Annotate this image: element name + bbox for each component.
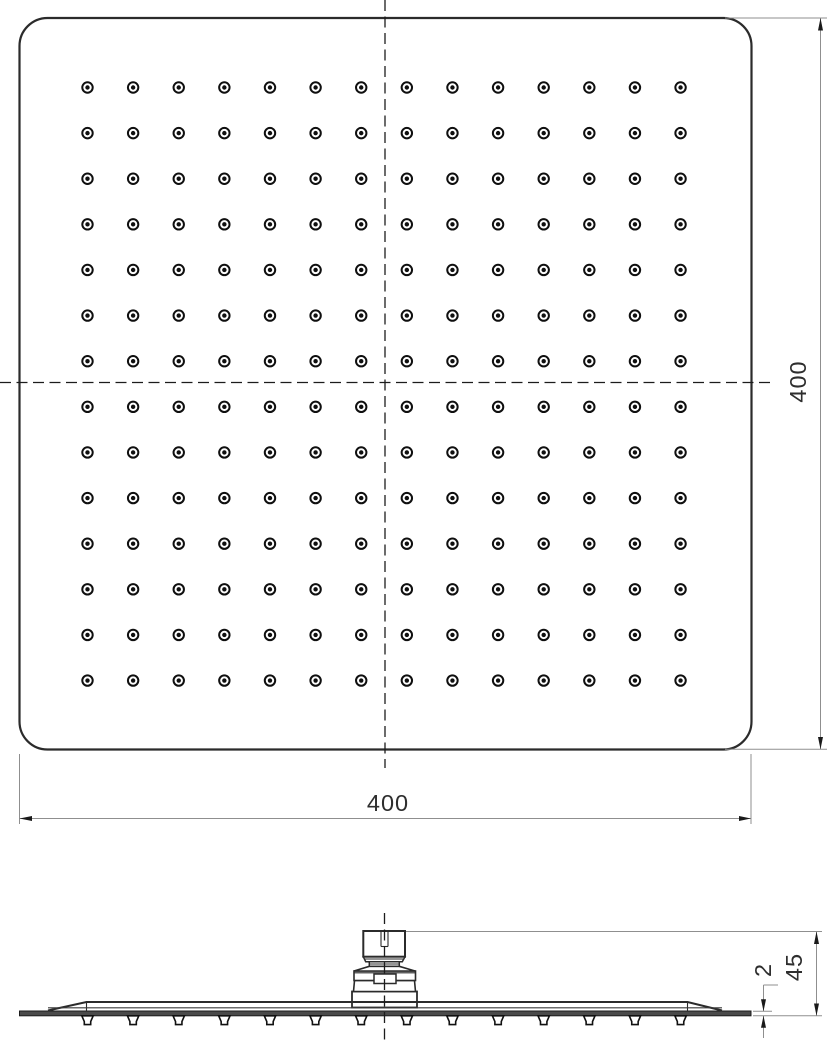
nozzle-center-icon <box>268 268 272 272</box>
nozzle-center-icon <box>542 131 546 135</box>
nozzle-center-icon <box>678 268 682 272</box>
nozzle-center-icon <box>131 678 135 682</box>
nozzle-center-icon <box>359 177 363 181</box>
side-nozzle-icon <box>173 1016 184 1025</box>
nozzle-center-icon <box>359 268 363 272</box>
nozzle-center-icon <box>450 177 454 181</box>
nozzle-center-icon <box>222 450 226 454</box>
nozzle-center-icon <box>633 268 637 272</box>
nozzle-center-icon <box>405 222 409 226</box>
nozzle-center-icon <box>450 85 454 89</box>
nozzle-center-icon <box>678 633 682 637</box>
nozzle-center-icon <box>222 496 226 500</box>
nozzle-center-icon <box>222 678 226 682</box>
nozzle-center-icon <box>177 587 181 591</box>
side-nozzle-icon <box>447 1016 458 1025</box>
dim-height-label: 400 <box>785 360 811 403</box>
nozzle-center-icon <box>587 405 591 409</box>
nozzle-center-icon <box>450 131 454 135</box>
nozzle-center-icon <box>678 313 682 317</box>
nozzle-center-icon <box>496 542 500 546</box>
nozzle-center-icon <box>131 496 135 500</box>
nozzle-center-icon <box>222 131 226 135</box>
nozzle-center-icon <box>313 85 317 89</box>
nozzle-center-icon <box>542 450 546 454</box>
nozzle-center-icon <box>85 222 89 226</box>
nozzle-center-icon <box>359 222 363 226</box>
nozzle-center-icon <box>496 405 500 409</box>
nozzle-center-icon <box>496 131 500 135</box>
nozzle-center-icon <box>633 678 637 682</box>
nozzle-center-icon <box>222 542 226 546</box>
nozzle-center-icon <box>678 222 682 226</box>
nozzle-center-icon <box>313 177 317 181</box>
nozzle-center-icon <box>131 405 135 409</box>
nozzle-center-icon <box>131 85 135 89</box>
nozzle-center-icon <box>131 222 135 226</box>
dim-plate-thickness <box>750 963 778 1038</box>
nozzle-center-icon <box>587 131 591 135</box>
nozzle-center-icon <box>450 678 454 682</box>
nozzle-center-icon <box>405 496 409 500</box>
nozzle-center-icon <box>177 131 181 135</box>
nozzle-center-icon <box>313 268 317 272</box>
dim-arrow-down-icon <box>814 1004 819 1016</box>
nozzle-center-icon <box>222 177 226 181</box>
nozzle-center-icon <box>359 131 363 135</box>
nozzle-center-icon <box>359 542 363 546</box>
nozzle-center-icon <box>313 678 317 682</box>
nozzle-center-icon <box>678 496 682 500</box>
nozzle-center-icon <box>268 496 272 500</box>
nozzle-center-icon <box>359 85 363 89</box>
nozzle-center-icon <box>450 313 454 317</box>
nozzle-center-icon <box>587 633 591 637</box>
nozzle-center-icon <box>633 496 637 500</box>
nozzle-center-icon <box>496 85 500 89</box>
nozzle-center-icon <box>131 633 135 637</box>
nozzle-center-icon <box>222 85 226 89</box>
nozzle-center-icon <box>542 496 546 500</box>
nozzle-center-icon <box>268 359 272 363</box>
nozzle-center-icon <box>587 496 591 500</box>
nozzle-center-icon <box>678 678 682 682</box>
nozzle-center-icon <box>496 177 500 181</box>
nozzle-center-icon <box>177 359 181 363</box>
nozzle-center-icon <box>678 359 682 363</box>
nozzle-center-icon <box>587 359 591 363</box>
nozzle-center-icon <box>633 633 637 637</box>
nozzle-center-icon <box>222 313 226 317</box>
nozzle-center-icon <box>222 633 226 637</box>
nozzle-center-icon <box>587 313 591 317</box>
nozzle-center-icon <box>85 85 89 89</box>
nozzle-center-icon <box>633 131 637 135</box>
nozzle-center-icon <box>496 359 500 363</box>
nozzle-center-icon <box>587 268 591 272</box>
nozzle-center-icon <box>678 85 682 89</box>
nozzle-center-icon <box>405 313 409 317</box>
nozzle-center-icon <box>222 405 226 409</box>
nozzle-center-icon <box>222 268 226 272</box>
nozzle-center-icon <box>359 678 363 682</box>
nozzle-center-icon <box>405 633 409 637</box>
dim-arrow-left-icon <box>20 816 33 821</box>
nozzle-center-icon <box>222 359 226 363</box>
nozzle-center-icon <box>131 359 135 363</box>
nozzle-center-icon <box>177 222 181 226</box>
nozzle-center-icon <box>450 222 454 226</box>
nozzle-center-icon <box>678 405 682 409</box>
nozzle-center-icon <box>496 496 500 500</box>
nozzle-center-icon <box>587 450 591 454</box>
nozzle-center-icon <box>268 177 272 181</box>
nozzle-center-icon <box>313 633 317 637</box>
nozzle-center-icon <box>678 542 682 546</box>
dim-arrow-down-icon <box>818 737 823 749</box>
nozzle-grid <box>82 82 685 685</box>
nozzle-center-icon <box>313 450 317 454</box>
nozzle-center-icon <box>268 222 272 226</box>
nozzle-center-icon <box>496 268 500 272</box>
nozzle-center-icon <box>131 177 135 181</box>
nozzle-center-icon <box>313 542 317 546</box>
nozzle-center-icon <box>633 85 637 89</box>
nozzle-center-icon <box>313 313 317 317</box>
nozzle-center-icon <box>85 450 89 454</box>
nozzle-center-icon <box>85 405 89 409</box>
nozzle-center-icon <box>359 587 363 591</box>
side-nozzle-icon <box>675 1016 686 1025</box>
nozzle-center-icon <box>313 587 317 591</box>
nozzle-center-icon <box>450 405 454 409</box>
nozzle-center-icon <box>405 177 409 181</box>
nozzle-center-icon <box>496 313 500 317</box>
nozzle-center-icon <box>587 177 591 181</box>
nozzle-center-icon <box>405 587 409 591</box>
nozzle-center-icon <box>587 678 591 682</box>
nozzle-center-icon <box>177 450 181 454</box>
nozzle-center-icon <box>85 359 89 363</box>
nozzle-center-icon <box>587 542 591 546</box>
nozzle-center-icon <box>359 496 363 500</box>
nozzle-center-icon <box>678 177 682 181</box>
nozzle-center-icon <box>542 587 546 591</box>
nozzle-center-icon <box>405 85 409 89</box>
nozzle-center-icon <box>542 177 546 181</box>
nozzle-center-icon <box>85 587 89 591</box>
nozzle-center-icon <box>85 542 89 546</box>
nozzle-center-icon <box>131 313 135 317</box>
nozzle-center-icon <box>450 359 454 363</box>
nozzle-center-icon <box>177 313 181 317</box>
nozzle-center-icon <box>587 222 591 226</box>
nozzle-center-icon <box>222 587 226 591</box>
nozzle-center-icon <box>633 405 637 409</box>
nozzle-center-icon <box>542 678 546 682</box>
nozzle-center-icon <box>542 313 546 317</box>
dim-height <box>725 18 827 749</box>
nozzle-center-icon <box>633 450 637 454</box>
nozzle-center-icon <box>177 678 181 682</box>
nozzle-center-icon <box>633 542 637 546</box>
nozzle-center-icon <box>450 450 454 454</box>
side-nozzle-icon <box>219 1016 230 1025</box>
nozzle-center-icon <box>268 678 272 682</box>
nozzle-center-icon <box>359 313 363 317</box>
nozzle-center-icon <box>542 542 546 546</box>
nozzle-center-icon <box>633 359 637 363</box>
nozzle-center-icon <box>587 587 591 591</box>
nozzle-center-icon <box>177 542 181 546</box>
nozzle-center-icon <box>587 85 591 89</box>
side-view <box>20 913 823 1042</box>
nozzle-center-icon <box>633 313 637 317</box>
dim-arrow-up-icon <box>814 932 819 945</box>
nozzle-center-icon <box>359 633 363 637</box>
nozzle-center-icon <box>405 359 409 363</box>
nozzle-center-icon <box>177 268 181 272</box>
nozzle-center-icon <box>496 587 500 591</box>
nozzle-center-icon <box>85 313 89 317</box>
nozzle-center-icon <box>131 542 135 546</box>
nozzle-center-icon <box>268 587 272 591</box>
nozzle-center-icon <box>177 85 181 89</box>
nozzle-center-icon <box>405 131 409 135</box>
dim-arrow-right-icon <box>739 816 751 821</box>
side-nozzle-icon <box>310 1016 321 1025</box>
nozzle-center-icon <box>313 359 317 363</box>
nozzle-center-icon <box>405 268 409 272</box>
nozzle-center-icon <box>85 633 89 637</box>
nozzle-center-icon <box>131 587 135 591</box>
side-nozzle-icon <box>584 1016 595 1025</box>
nozzle-center-icon <box>268 85 272 89</box>
nozzle-center-icon <box>542 268 546 272</box>
nozzle-center-icon <box>678 131 682 135</box>
nozzle-center-icon <box>268 633 272 637</box>
side-nozzle-icon <box>127 1016 138 1025</box>
nozzle-center-icon <box>131 268 135 272</box>
dim-width-label: 400 <box>366 790 410 816</box>
nozzle-center-icon <box>85 177 89 181</box>
nozzle-center-icon <box>496 222 500 226</box>
side-nozzle-icon <box>82 1016 93 1025</box>
nozzle-center-icon <box>450 268 454 272</box>
nozzle-center-icon <box>450 542 454 546</box>
nozzle-center-icon <box>268 450 272 454</box>
nozzle-center-icon <box>633 177 637 181</box>
side-nozzle-icon <box>356 1016 367 1025</box>
nozzle-center-icon <box>268 131 272 135</box>
dim-arrow-up-icon <box>818 18 823 31</box>
nozzle-center-icon <box>268 542 272 546</box>
dim-arrow-down-icon <box>761 999 766 1011</box>
nozzle-center-icon <box>405 542 409 546</box>
nozzle-center-icon <box>405 405 409 409</box>
nozzle-center-icon <box>177 177 181 181</box>
nozzle-center-icon <box>85 496 89 500</box>
nozzle-center-icon <box>678 450 682 454</box>
nozzle-center-icon <box>496 450 500 454</box>
nozzle-center-icon <box>359 405 363 409</box>
nozzle-center-icon <box>450 587 454 591</box>
side-nozzle-icon <box>492 1016 503 1025</box>
nozzle-center-icon <box>405 450 409 454</box>
side-nozzle-icon <box>629 1016 640 1025</box>
nozzle-center-icon <box>542 222 546 226</box>
nozzle-center-icon <box>496 678 500 682</box>
nozzle-center-icon <box>359 359 363 363</box>
nozzle-center-icon <box>359 450 363 454</box>
nozzle-center-icon <box>131 131 135 135</box>
nozzle-center-icon <box>313 131 317 135</box>
nozzle-center-icon <box>222 222 226 226</box>
side-nozzle-icon <box>538 1016 549 1025</box>
side-nozzle-icon <box>401 1016 412 1025</box>
nozzle-center-icon <box>313 405 317 409</box>
nozzle-center-icon <box>313 496 317 500</box>
nozzle-center-icon <box>678 587 682 591</box>
nozzle-center-icon <box>177 405 181 409</box>
nozzle-center-icon <box>542 85 546 89</box>
nozzle-center-icon <box>496 633 500 637</box>
nozzle-center-icon <box>313 222 317 226</box>
nozzle-center-icon <box>542 633 546 637</box>
dim-arrow-up-icon <box>761 1016 766 1028</box>
nozzle-center-icon <box>542 405 546 409</box>
nozzle-center-icon <box>85 131 89 135</box>
nozzle-center-icon <box>177 633 181 637</box>
nozzle-center-icon <box>405 678 409 682</box>
nozzle-center-icon <box>542 359 546 363</box>
nozzle-center-icon <box>268 313 272 317</box>
dim-side-height-label: 45 <box>781 952 807 982</box>
nozzle-center-icon <box>268 405 272 409</box>
nozzle-center-icon <box>85 268 89 272</box>
nozzle-center-icon <box>177 496 181 500</box>
nozzle-center-icon <box>633 222 637 226</box>
dim-plate-thickness-label: 2 <box>750 962 776 978</box>
nozzle-center-icon <box>450 633 454 637</box>
nozzle-center-icon <box>633 587 637 591</box>
nozzle-center-icon <box>131 450 135 454</box>
nozzle-center-icon <box>85 678 89 682</box>
nozzle-center-icon <box>450 496 454 500</box>
side-nozzle-icon <box>264 1016 275 1025</box>
